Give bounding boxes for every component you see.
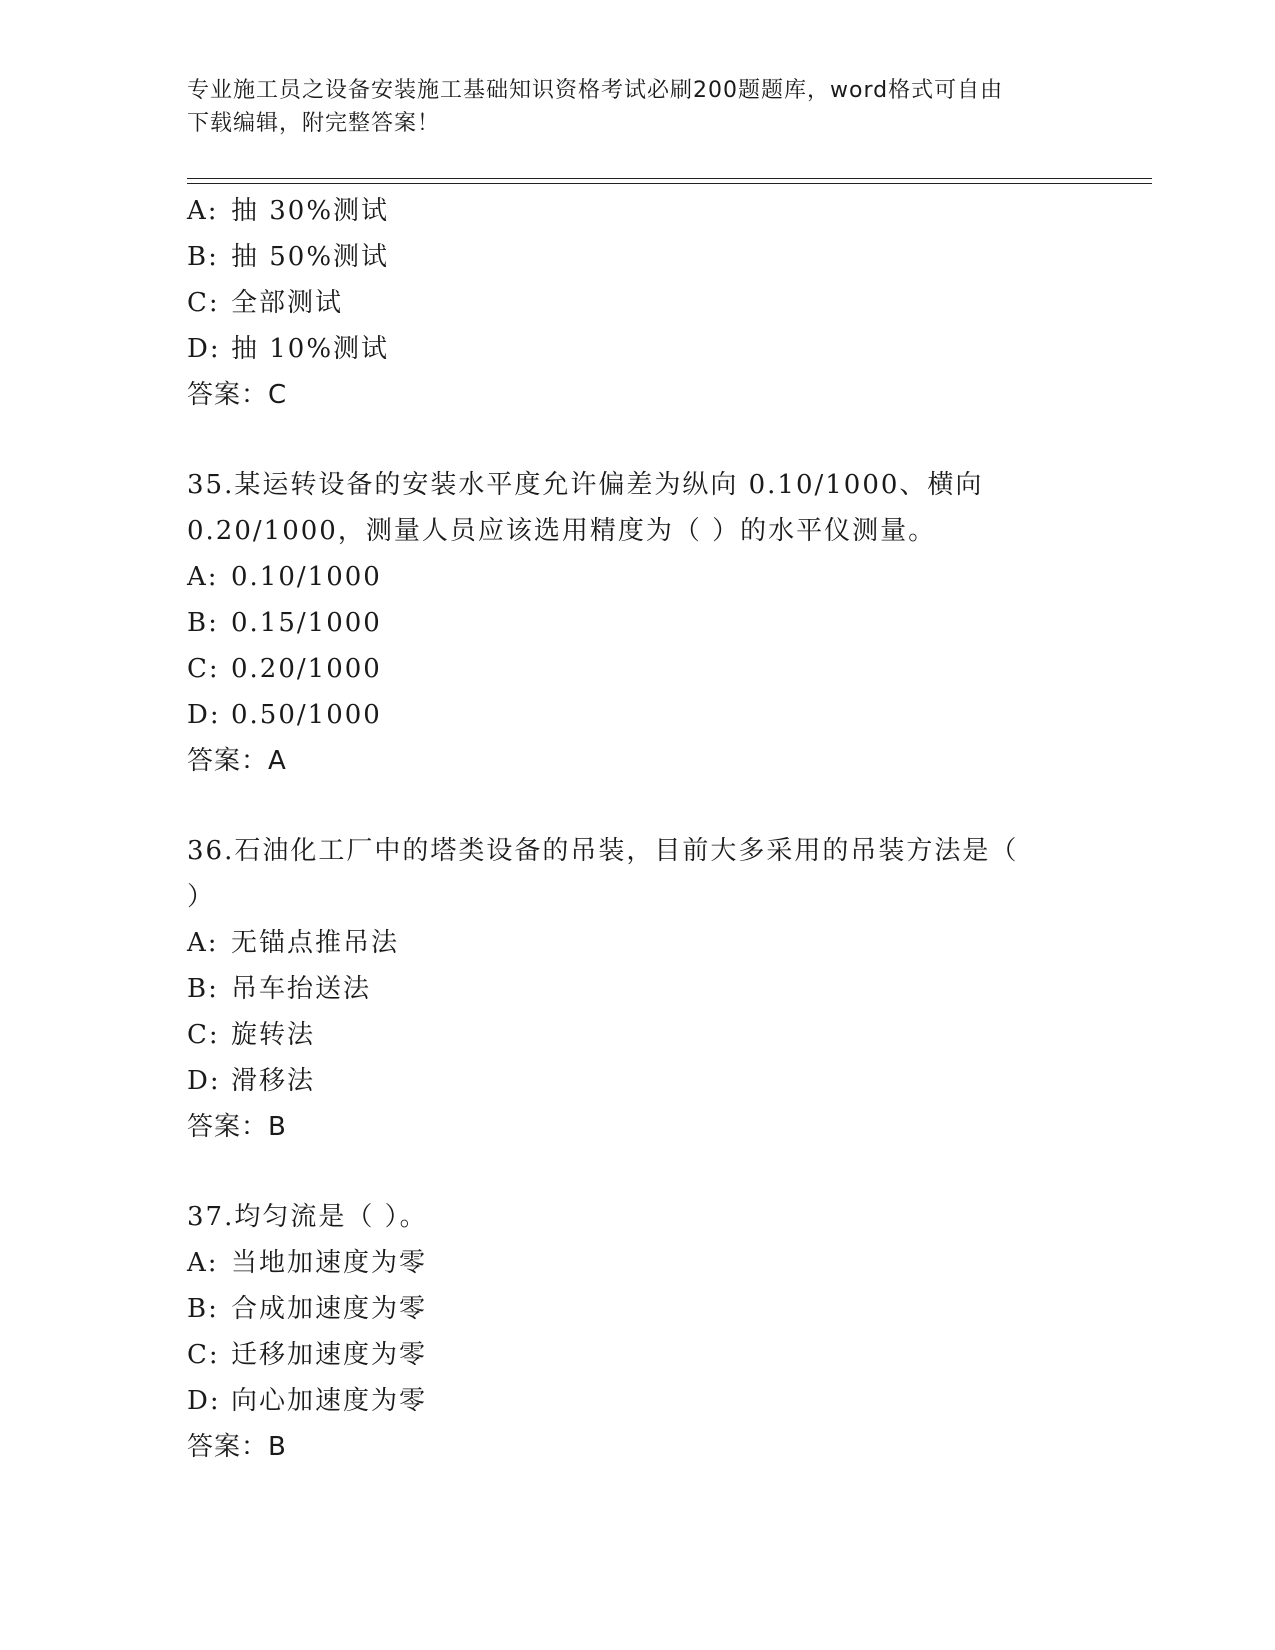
question-stem: 37.均匀流是（ ）。 — [187, 1202, 428, 1232]
question-36 — [187, 828, 1087, 1150]
option-text: 无锚点推吊法 — [231, 928, 400, 958]
option-c — [187, 1332, 1087, 1378]
question-37 — [187, 1194, 1087, 1470]
option-text: 向心加速度为零 — [231, 1386, 428, 1416]
option-letter: D: — [187, 700, 221, 730]
header-line-1: 专业施工员之设备安装施工基础知识资格考试必刷200题题库，word格式可自由 — [187, 78, 1004, 103]
spacer — [187, 418, 1087, 462]
option-text: 吊车抬送法 — [231, 974, 372, 1004]
option-letter: C: — [187, 288, 220, 318]
option-letter: B: — [187, 1294, 219, 1324]
answer-line: 答案：A — [187, 746, 287, 776]
option-text: 合成加速度为零 — [231, 1294, 428, 1324]
option-text: 0.15/1000 — [231, 608, 382, 638]
option-text: 全部测试 — [231, 288, 344, 318]
option-b — [187, 600, 1087, 646]
option-a — [187, 554, 1087, 600]
header-divider-bottom — [187, 183, 1152, 184]
option-c — [187, 1012, 1087, 1058]
option-letter: C: — [187, 654, 220, 684]
option-letter: D: — [187, 1066, 221, 1096]
document-header — [187, 74, 1067, 140]
option-d — [187, 1058, 1087, 1104]
option-a — [187, 188, 1087, 234]
option-a — [187, 920, 1087, 966]
option-letter: C: — [187, 1020, 220, 1050]
option-text: 当地加速度为零 — [231, 1248, 428, 1278]
option-b — [187, 1286, 1087, 1332]
option-b — [187, 966, 1087, 1012]
question-stem-continued: ） — [187, 882, 216, 912]
option-letter: A: — [187, 1248, 219, 1278]
option-letter: B: — [187, 608, 219, 638]
option-text: 0.50/1000 — [231, 700, 382, 730]
option-c — [187, 280, 1087, 326]
question-34 — [187, 188, 1087, 418]
option-text: 抽 10%测试 — [231, 334, 390, 364]
header-line-2: 下载编辑，附完整答案！ — [187, 111, 441, 136]
option-b — [187, 234, 1087, 280]
question-stem: 35.某运转设备的安装水平度允许偏差为纵向 0.10/1000、横向 — [187, 470, 984, 500]
option-letter: D: — [187, 334, 221, 364]
answer-line: 答案：C — [187, 380, 288, 410]
option-text: 迁移加速度为零 — [231, 1340, 428, 1370]
option-d — [187, 326, 1087, 372]
option-text: 抽 50%测试 — [231, 242, 390, 272]
option-d — [187, 1378, 1087, 1424]
option-text: 0.10/1000 — [231, 562, 382, 592]
answer-line: 答案：B — [187, 1112, 287, 1142]
option-text: 旋转法 — [231, 1020, 316, 1050]
option-a — [187, 1240, 1087, 1286]
question-stem: 36.石油化工厂中的塔类设备的吊装，目前大多采用的吊装方法是（ — [187, 836, 1019, 866]
spacer — [187, 784, 1087, 828]
question-stem-continued: 0.20/1000，测量人员应该选用精度为（ ）的水平仪测量。 — [187, 516, 937, 546]
option-letter: A: — [187, 928, 219, 958]
option-letter: B: — [187, 974, 219, 1004]
option-letter: A: — [187, 562, 219, 592]
option-text: 抽 30%测试 — [231, 196, 390, 226]
option-d — [187, 692, 1087, 738]
option-text: 滑移法 — [231, 1066, 316, 1096]
question-35 — [187, 462, 1087, 784]
option-text: 0.20/1000 — [231, 654, 382, 684]
option-letter: D: — [187, 1386, 221, 1416]
header-divider-top — [187, 178, 1152, 179]
option-c — [187, 646, 1087, 692]
answer-line: 答案：B — [187, 1432, 287, 1462]
option-letter: A: — [187, 196, 219, 226]
spacer — [187, 1150, 1087, 1194]
option-letter: B: — [187, 242, 219, 272]
option-letter: C: — [187, 1340, 220, 1370]
question-list — [187, 188, 1087, 1470]
